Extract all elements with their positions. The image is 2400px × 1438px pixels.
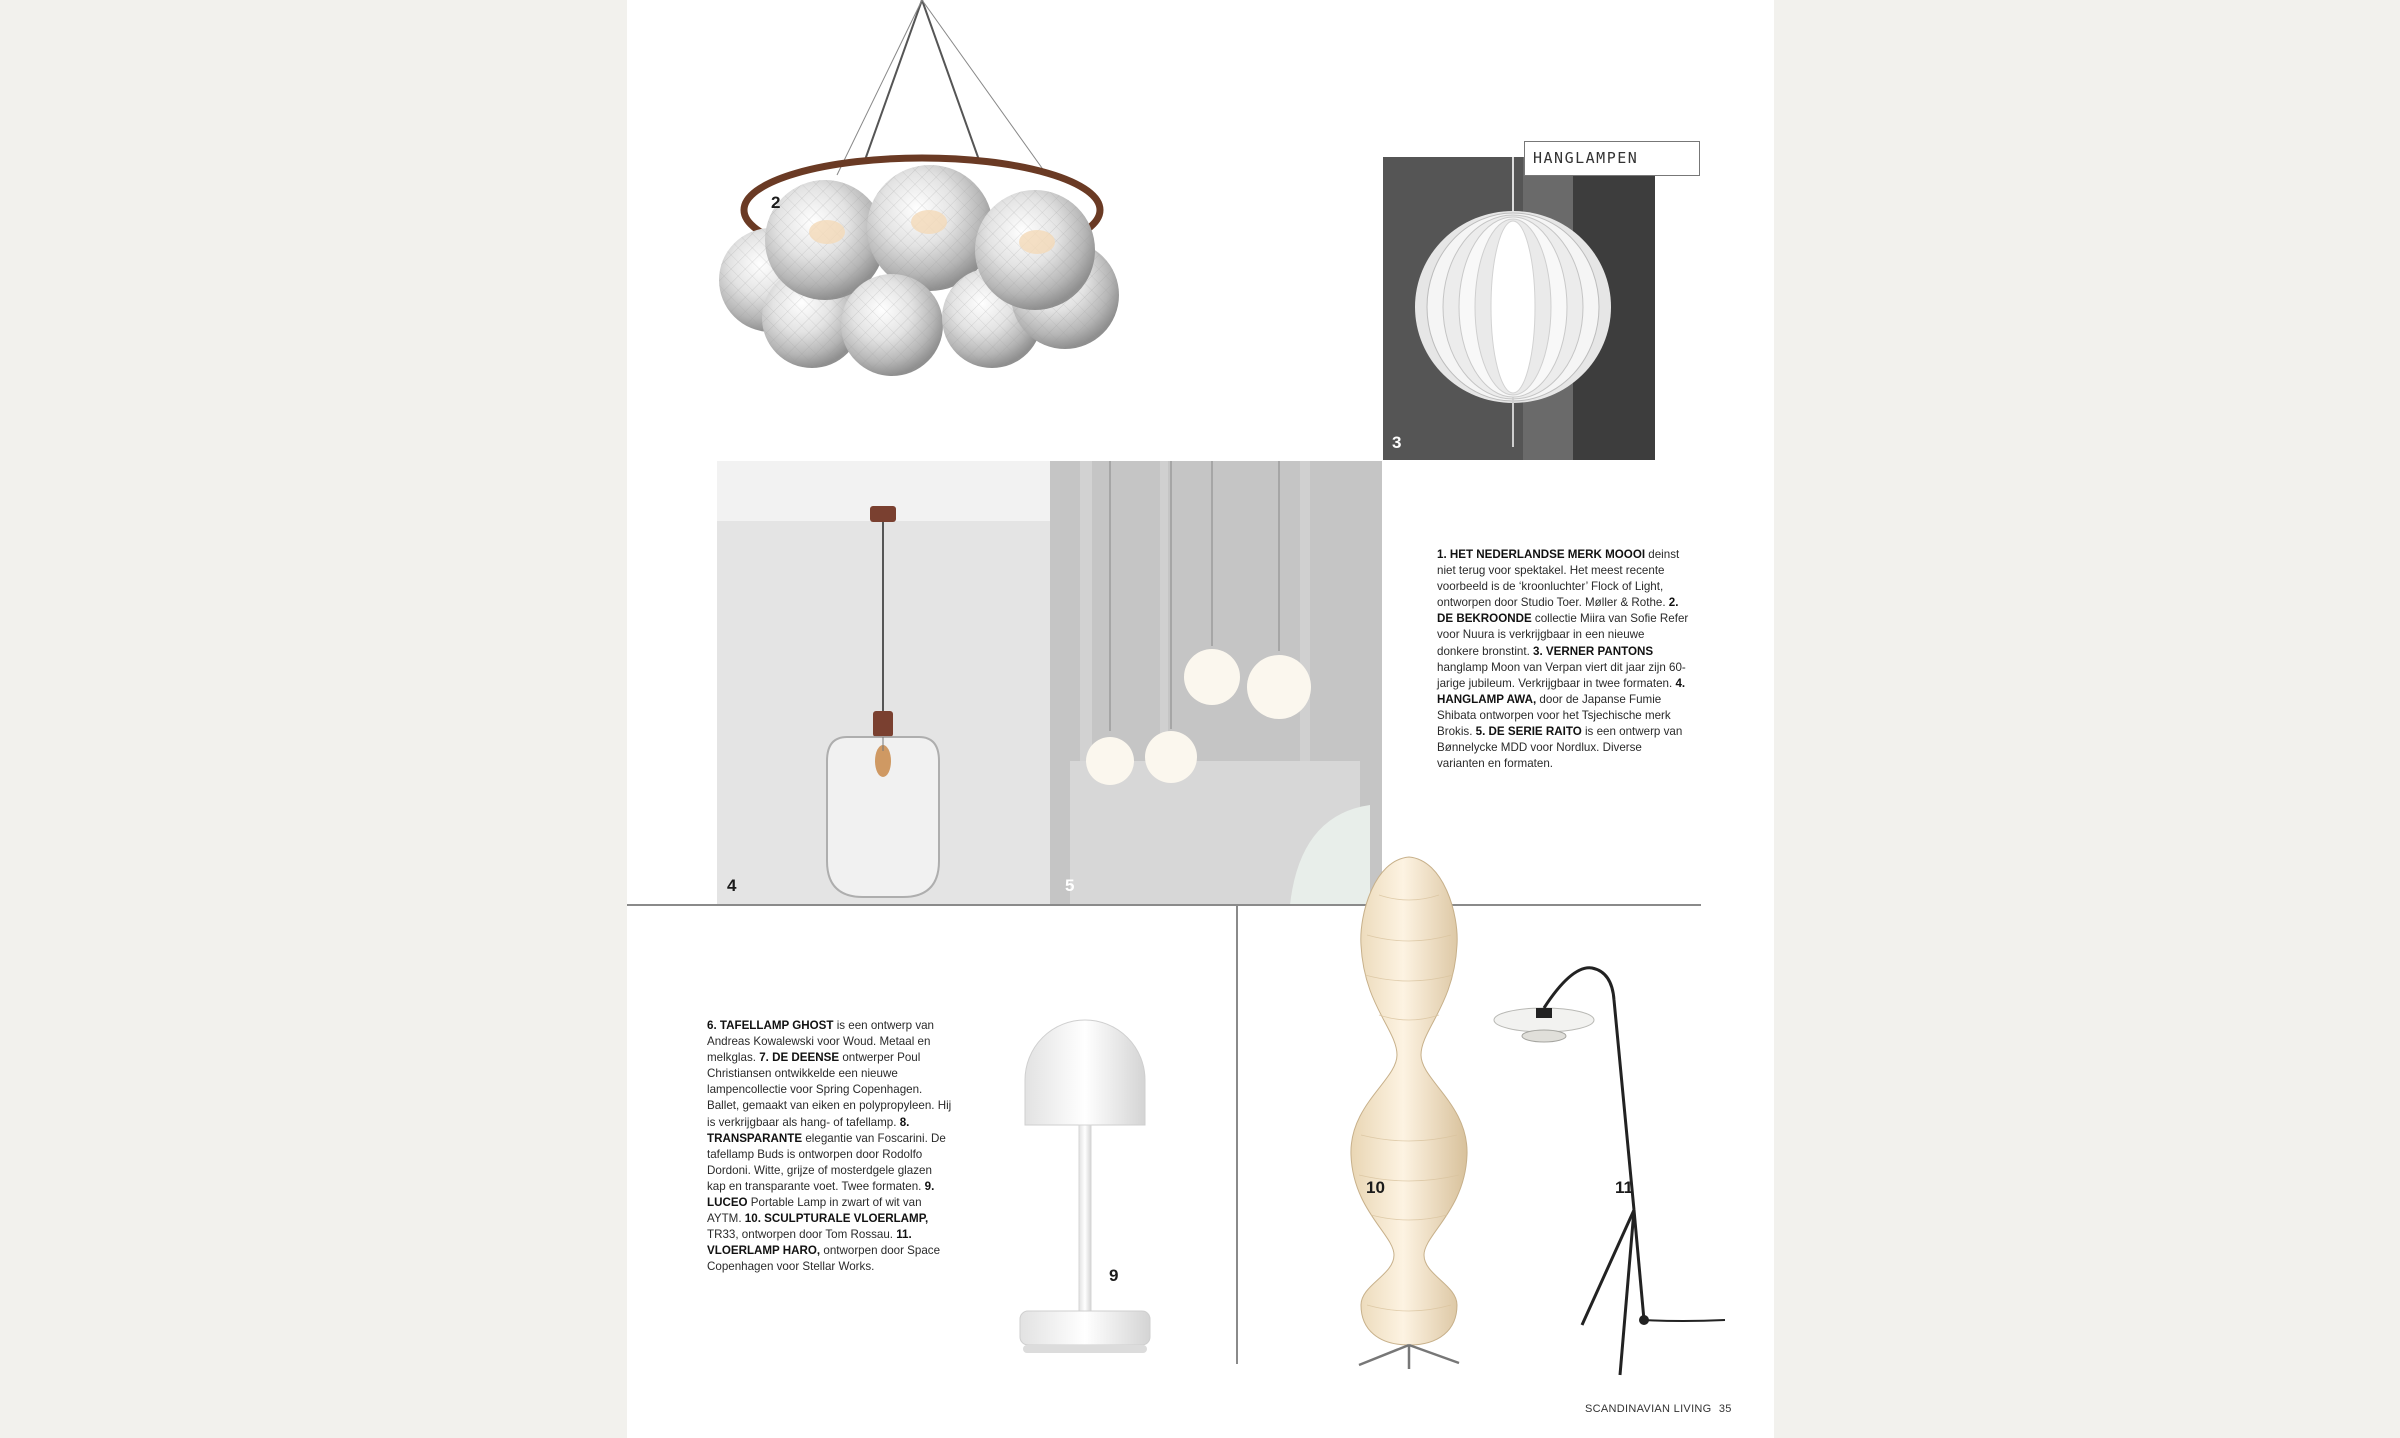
raito-pendants-photo: [1050, 461, 1382, 905]
item-number-2: 2: [771, 193, 781, 212]
caption-item-text: ontworpen door Space Copenhagen voor Stellar Works.: [707, 1244, 941, 1274]
moon-lamp-photo: [1383, 157, 1655, 460]
haro-floor-lamp-photo: [1482, 960, 1732, 1380]
footer-magazine-name: SCANDINAVIAN LIVING: [1585, 1403, 1712, 1415]
footer-page-number: 35: [1718, 1403, 1732, 1415]
caption-item-title: 7. DE DEENSE: [759, 1051, 840, 1065]
item-number-9: 9: [1109, 1266, 1119, 1285]
caption-item-text: ontwerper Poul Christiansen ontwikkelde een nieuwe lampencollectie voor Spring Copenhagen. Ballet, gemaakt van eiken en polypropyleen. Hij is verkrijgbaar als hang- of tafellamp.: [707, 1051, 952, 1129]
item-number-4: 4: [727, 876, 737, 895]
caption-item-text: deinst niet terug voor spektakel. Het meest recente voorbeeld is de ‘kroonluchter’ Flock of Light, ontworpen door Studio Toer. Møller & Rothe.: [1437, 548, 1680, 610]
caption-item-title: 3. VERNER PANTONS: [1533, 644, 1654, 658]
caption-item-title: 8. TRANSPARANTE: [707, 1115, 910, 1145]
item-number-11: 11: [1615, 1178, 1633, 1197]
caption-item-title: 6. TAFELLAMP GHOST: [707, 1019, 834, 1032]
caption-item-text: is een ontwerp van Bønnelycke MDD voor Nordlux. Diverse varianten en formaten.: [1437, 725, 1683, 771]
caption-item-text: collectie Miira van Sofie Refer voor Nuura is verkrijgbaar in een nieuwe donkere bronstint.: [1437, 612, 1689, 658]
tr33-floor-lamp-photo: [1339, 855, 1479, 1370]
caption-item-text: hanglamp Moon van Verpan viert dit jaar zijn 60-jarige jubileum. Verkrijgbaar in twee formaten.: [1437, 660, 1686, 690]
caption-hanglampen: [1437, 547, 1689, 772]
caption-item-title: 2. DE BEKROONDE: [1437, 596, 1679, 626]
caption-item-text: TR33, ontworpen door Tom Rossau.: [707, 1228, 897, 1242]
page-footer: [1585, 1403, 1732, 1415]
item-number-10: 10: [1366, 1178, 1385, 1197]
caption-item-title: 10. SCULPTURALE VLOERLAMP,: [744, 1212, 929, 1226]
item-number-5: 5: [1065, 876, 1075, 895]
awa-pendant-photo: [717, 461, 1050, 905]
divider-vertical: [1236, 904, 1238, 1364]
caption-item-title: 5. DE SERIE RAITO: [1475, 725, 1582, 739]
magazine-page: [627, 0, 1774, 1438]
section-tag-hanglampen: HANGLAMPEN: [1524, 141, 1700, 176]
item-number-3: 3: [1392, 433, 1402, 452]
luceo-lamp-photo: [1015, 1015, 1155, 1360]
caption-item-title: 11. VLOERLAMP HARO,: [707, 1228, 912, 1258]
caption-item-text: Portable Lamp in zwart of wit van AYTM.: [707, 1196, 922, 1226]
caption-item-text: elegantie van Foscarini. De tafellamp Buds is ontworpen door Rodolfo Dordoni. Witte, grijze of mosterdgele glazen kap en transparante voet. Twee formaten.: [707, 1131, 946, 1193]
caption-item-text: door de Japanse Fumie Shibata ontworpen voor het Tsjechische merk Brokis.: [1437, 692, 1671, 739]
caption-tafel-vloerlampen: [707, 1018, 952, 1276]
caption-item-title: 9. LUCEO: [707, 1179, 935, 1210]
divider-horizontal-left: [627, 904, 1398, 906]
caption-item-text: is een ontwerp van Andreas Kowalewski voor Woud. Metaal en melkglas.: [707, 1019, 935, 1065]
caption-item-title: 4. HANGLAMP AWA,: [1437, 676, 1686, 706]
caption-item-title: 1. HET NEDERLANDSE MERK MOOOI: [1437, 548, 1646, 561]
